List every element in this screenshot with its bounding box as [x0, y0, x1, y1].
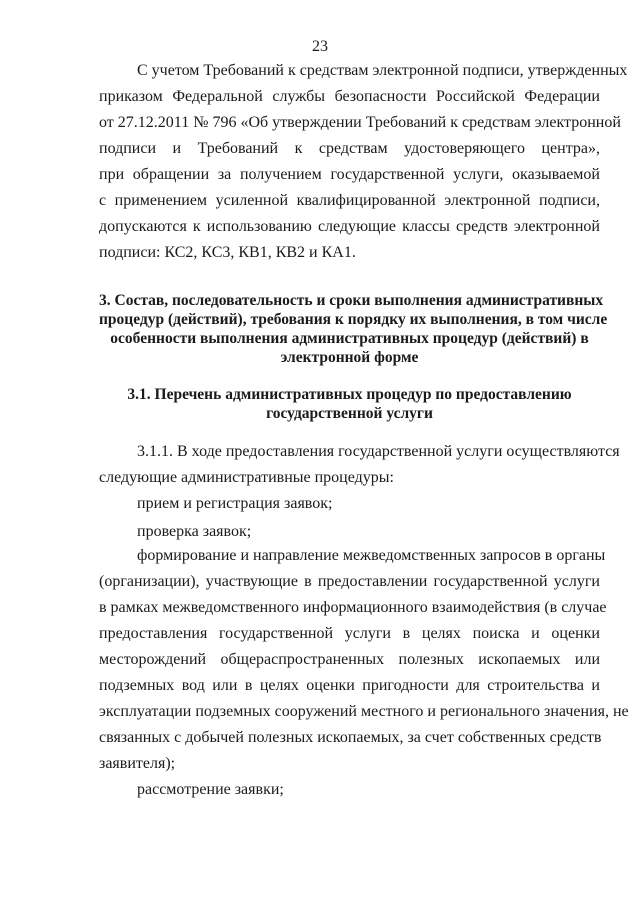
text-line: подписи и Требований к средствам удостоверяющего центра»,	[99, 140, 600, 157]
list-item-review-application: рассмотрение заявки;	[137, 781, 284, 798]
text-line: эксплуатации подземных сооружений местного и регионального значения, не	[99, 703, 629, 720]
text-line: 3.1.1. В ходе предоставления государственной услуги осуществляются	[137, 443, 620, 460]
text-line: от 27.12.2011 № 796 «Об утверждении Требований к средствам электронной	[99, 114, 621, 131]
text-line: предоставления государственной услуги в целях поиска и оценки	[99, 625, 600, 642]
text-line: с применением усиленной квалифицированной электронной подписи,	[99, 192, 600, 209]
section-3-1-heading	[99, 385, 600, 423]
list-item-interagency-requests	[99, 543, 629, 777]
text-line: в рамках межведомственного информационного взаимодействия (в случае	[99, 599, 607, 616]
paragraph-electronic-signature	[99, 58, 628, 266]
section-3-heading	[99, 291, 608, 367]
heading-line: процедур (действий), требования к порядку их выполнения, в том числе	[99, 311, 608, 328]
text-line: подземных вод или в целях оценки пригодности для строительства и	[99, 677, 600, 694]
text-line: С учетом Требований к средствам электронной подписи, утвержденных	[137, 62, 628, 79]
heading-line: 3.1. Перечень административных процедур по предоставлению	[127, 386, 572, 403]
list-item-check-applications: проверка заявок;	[137, 523, 252, 540]
heading-line: государственной услуги	[266, 405, 433, 422]
text-line: следующие административные процедуры:	[99, 469, 394, 486]
page-number: 23	[312, 38, 328, 55]
text-line: связанных с добычей полезных ископаемых, за счет собственных средств	[99, 729, 602, 746]
text-line: (организации), участвующие в предоставлении государственной услуги	[99, 573, 600, 590]
text-line: подписи: КС2, КС3, КВ1, КВ2 и КА1.	[99, 244, 356, 261]
text-line: заявителя);	[99, 755, 176, 772]
text-line: при обращении за получением государственной услуги, оказываемой	[99, 166, 600, 183]
text-line: формирование и направление межведомственных запросов в органы	[137, 547, 606, 564]
paragraph-3-1-1	[99, 439, 620, 491]
list-item-receive-register: прием и регистрация заявок;	[137, 495, 333, 512]
heading-line: особенности выполнения административных процедур (действий) в	[110, 330, 589, 347]
text-line: допускаются к использованию следующие классы средств электронной	[99, 218, 600, 235]
heading-line: электронной форме	[280, 349, 419, 366]
text-line: месторождений общераспространенных полезных ископаемых или	[99, 651, 600, 668]
heading-line: 3. Состав, последовательность и сроки выполнения административных	[99, 292, 604, 309]
text-line: приказом Федеральной службы безопасности Российской Федерации	[99, 88, 600, 105]
